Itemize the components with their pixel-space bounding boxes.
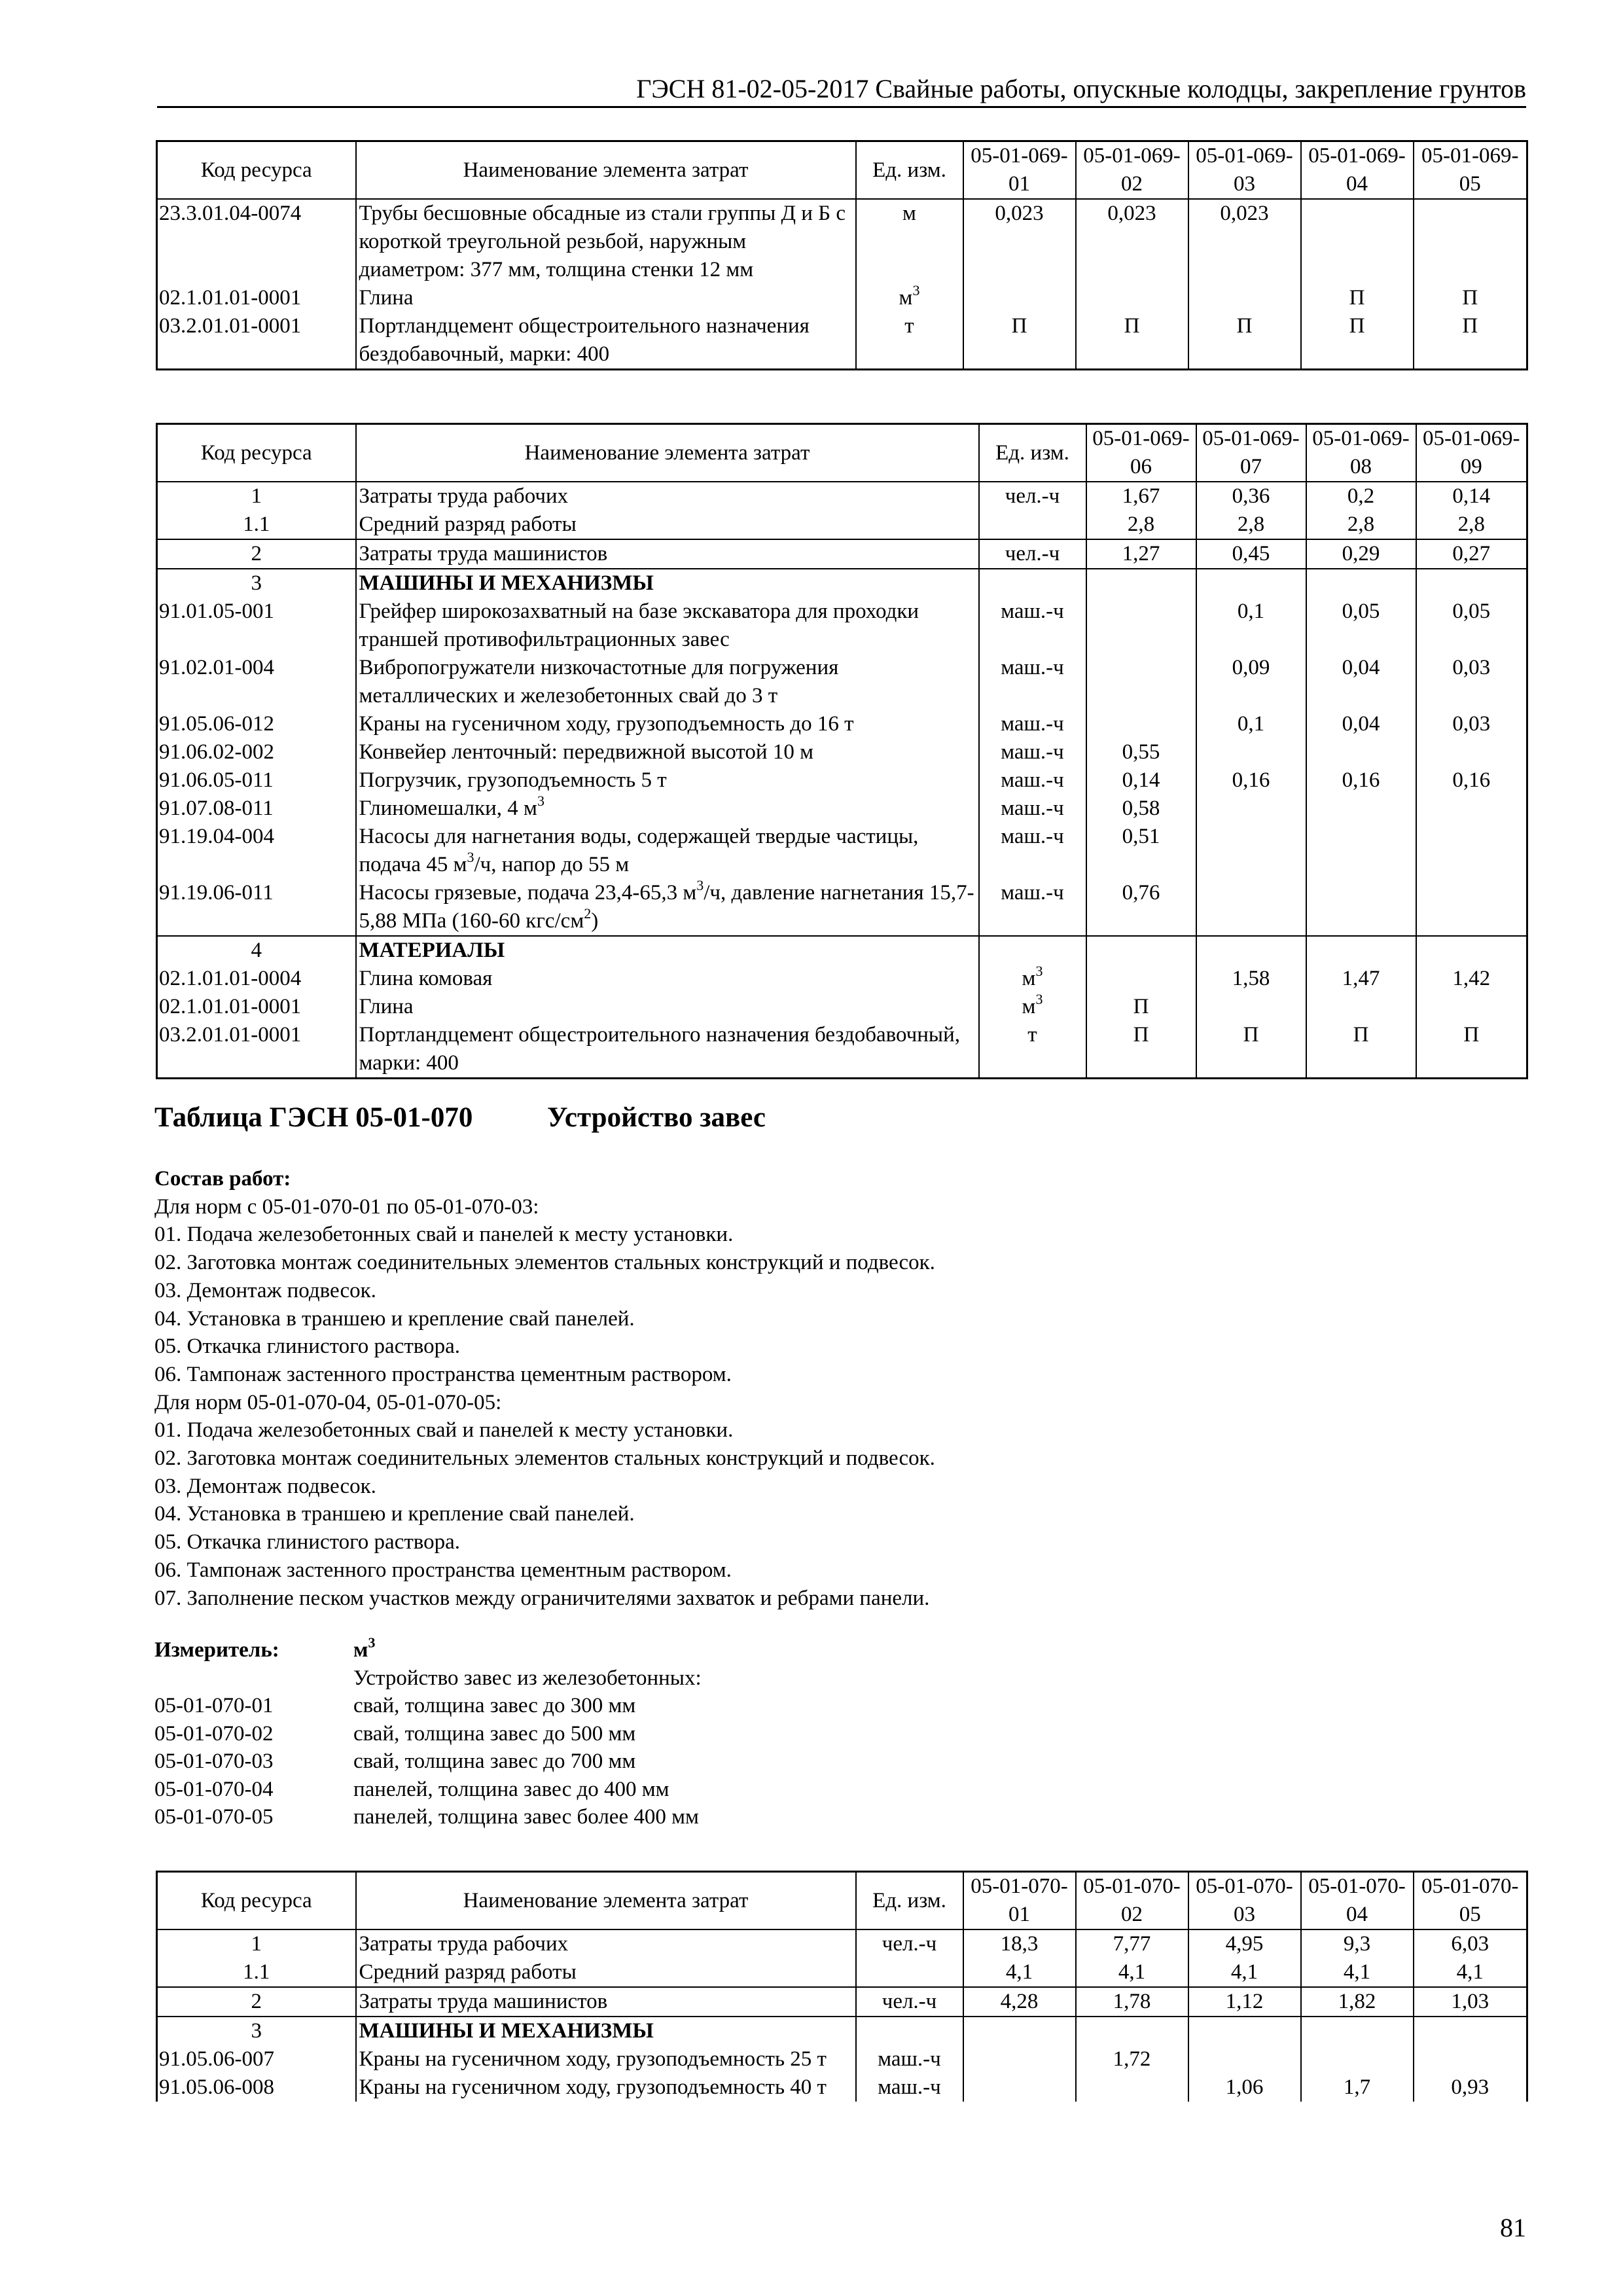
column-header-norm: 05-01-069-07	[1196, 424, 1306, 482]
norm-description: панелей, толщина завес более 400 мм	[353, 1805, 699, 1829]
norm-value: 0,14	[1416, 482, 1527, 511]
norm-value	[1086, 710, 1196, 738]
norm-value: 7,77	[1076, 1929, 1188, 1958]
norm-value	[1306, 823, 1416, 879]
resource-code: 91.05.06-012	[157, 710, 356, 738]
resource-code: 91.05.06-008	[157, 2073, 356, 2102]
norm-value	[1416, 795, 1527, 823]
resource-code: 91.01.05-001	[157, 598, 356, 654]
norm-value: 0,16	[1196, 766, 1306, 795]
table-name: Устройство завес	[547, 1102, 766, 1133]
norm-value: 0,14	[1086, 766, 1196, 795]
norm-value: 1,58	[1196, 965, 1306, 993]
work-step: 06. Тампонаж застенного пространства цементным раствором.	[154, 1558, 732, 1582]
resource-code: 91.07.08-011	[157, 795, 356, 823]
table-row	[157, 2017, 1527, 2045]
norm-value: 1,78	[1076, 1987, 1188, 2017]
norm-value	[1416, 738, 1527, 766]
norm-value: 4,1	[1301, 1958, 1414, 1987]
norm-value	[1196, 936, 1306, 965]
column-header-code: Код ресурса	[157, 1872, 356, 1930]
norm-value: 4,1	[1076, 1958, 1188, 1987]
resource-unit: т	[979, 1021, 1086, 1079]
resource-unit: $м^3$	[856, 284, 963, 312]
norm-value: 2,8	[1086, 511, 1196, 539]
norm-value	[1196, 795, 1306, 823]
column-header-norm: 05-01-069-09	[1416, 424, 1527, 482]
norm-code: 05-01-070-03	[154, 1749, 274, 1773]
resource-unit	[856, 2017, 963, 2045]
norm-value: 1,7	[1301, 2073, 1414, 2102]
norm-description: свай, толщина завес до 700 мм	[353, 1749, 636, 1773]
norm-value: 1,03	[1414, 1987, 1527, 2017]
norm-value: 0,16	[1306, 766, 1416, 795]
norm-value: 4,1	[1414, 1958, 1527, 1987]
resource-code: 2	[157, 1987, 356, 2017]
norm-value: 0,55	[1086, 738, 1196, 766]
table-row	[157, 539, 1527, 569]
norm-code: 05-01-070-04	[154, 1777, 274, 1801]
norm-value: 0,27	[1416, 539, 1527, 569]
norm-value: 1,42	[1416, 965, 1527, 993]
norm-value: П	[1086, 1021, 1196, 1079]
resource-unit: чел.-ч	[979, 482, 1086, 511]
norm-value: 0,04	[1306, 654, 1416, 710]
column-header-code: Код ресурса	[157, 424, 356, 482]
table-row	[157, 1958, 1527, 1987]
table-row	[157, 2045, 1527, 2073]
work-step: 05. Откачка глинистого раствора.	[154, 1530, 461, 1554]
norm-value: П	[1086, 993, 1196, 1021]
table-row	[157, 199, 1527, 284]
resource-code: 02.1.01.01-0001	[157, 284, 356, 312]
norm-code: 05-01-070-01	[154, 1694, 274, 1717]
norm-value	[1076, 2073, 1188, 2102]
table-row	[157, 598, 1527, 654]
norm-value: 18,3	[963, 1929, 1076, 1958]
resource-name: МАТЕРИАЛЫ	[356, 936, 979, 965]
resource-unit	[979, 936, 1086, 965]
resource-name: МАШИНЫ И МЕХАНИЗМЫ	[356, 569, 979, 598]
work-step: 02. Заготовка монтаж соединительных элементов стальных конструкций и подвесок.	[154, 1251, 935, 1275]
norm-value: 4,1	[963, 1958, 1076, 1987]
resource-code: 03.2.01.01-0001	[157, 1021, 356, 1079]
norm-value: П	[1188, 312, 1301, 370]
norm-value: 0,1	[1196, 598, 1306, 654]
work-heading: Состав работ:	[154, 1167, 291, 1191]
norm-value	[1416, 823, 1527, 879]
norm-value	[1086, 569, 1196, 598]
resource-unit: маш.-ч	[856, 2045, 963, 2073]
column-header-norm: 05-01-070-03	[1188, 1872, 1301, 1930]
norm-value: 2,8	[1416, 511, 1527, 539]
norm-value: 1,06	[1188, 2073, 1301, 2102]
work-composition	[154, 1165, 1463, 1612]
norm-value	[1414, 199, 1527, 284]
resource-code: 1	[157, 1929, 356, 1958]
norm-value	[1301, 2045, 1414, 2073]
work-step: 04. Установка в траншею и крепление свай панелей.	[154, 1502, 635, 1526]
norm-value	[1188, 2017, 1301, 2045]
norm-value	[1416, 879, 1527, 936]
norm-value: П	[1301, 312, 1414, 370]
norm-value	[1301, 199, 1414, 284]
resource-code: 2	[157, 539, 356, 569]
resource-code: 91.02.01-004	[157, 654, 356, 710]
norm-value	[1086, 965, 1196, 993]
norm-value	[963, 2045, 1076, 2073]
column-header-unit: Ед. изм.	[979, 424, 1086, 482]
work-step: 01. Подача железобетонных свай и панелей к месту установки.	[154, 1223, 734, 1247]
norm-value: 9,3	[1301, 1929, 1414, 1958]
resource-code: 1.1	[157, 1958, 356, 1987]
column-header-norm: 05-01-069-08	[1306, 424, 1416, 482]
norm-value	[1076, 284, 1188, 312]
norm-value: 0,36	[1196, 482, 1306, 511]
norm-line	[154, 1720, 1202, 1748]
table-row	[157, 710, 1527, 738]
norm-value	[963, 2073, 1076, 2102]
resource-code: 91.06.02-002	[157, 738, 356, 766]
column-header-norm: 05-01-070-05	[1414, 1872, 1527, 1930]
resource-name: Насосы для нагнетания воды, содержащей твердые частицы, подача 45 $м^3/ч$, напор до 55 м	[356, 823, 979, 879]
resource-name: Средний разряд работы	[356, 511, 979, 539]
work-step: 02. Заготовка монтаж соединительных элементов стальных конструкций и подвесок.	[154, 1446, 935, 1471]
norm-value	[1196, 569, 1306, 598]
column-header-norm: 05-01-069-03	[1188, 141, 1301, 200]
resource-unit: чел.-ч	[856, 1987, 963, 2017]
work-step: 06. Тампонаж застенного пространства цементным раствором.	[154, 1362, 732, 1386]
norm-value: П	[1196, 1021, 1306, 1079]
norm-value: 1,82	[1301, 1987, 1414, 2017]
table-row	[157, 511, 1527, 539]
resource-code: 03.2.01.01-0001	[157, 312, 356, 370]
norm-value	[1306, 795, 1416, 823]
meter-intro: Устройство завес из железобетонных:	[353, 1666, 702, 1690]
column-header-norm: 05-01-069-01	[963, 141, 1076, 200]
column-header-name: Наименование элемента затрат	[356, 141, 856, 200]
resource-unit: чел.-ч	[979, 539, 1086, 569]
norm-code: 05-01-070-02	[154, 1721, 274, 1746]
norm-value: 0,023	[1076, 199, 1188, 284]
norm-value	[1416, 569, 1527, 598]
page-number: 81	[1500, 2213, 1526, 2242]
norm-value: 0,09	[1196, 654, 1306, 710]
norm-value: 0,03	[1416, 710, 1527, 738]
norm-value: 0,04	[1306, 710, 1416, 738]
norm-value	[1086, 654, 1196, 710]
norms-table-070-01-05	[156, 1871, 1528, 2102]
norm-value	[963, 284, 1076, 312]
norm-value	[1416, 993, 1527, 1021]
resource-name: Глиномешалки, 4 $м^3$	[356, 795, 979, 823]
table-row	[157, 965, 1527, 993]
resource-unit: маш.-ч	[979, 795, 1086, 823]
resource-unit: маш.-ч	[979, 823, 1086, 879]
resource-unit: $м^3$	[979, 993, 1086, 1021]
resource-name: Глина комовая	[356, 965, 979, 993]
resource-unit	[979, 511, 1086, 539]
norm-value: 0,1	[1196, 710, 1306, 738]
work-step: 04. Установка в траншею и крепление свай панелей.	[154, 1306, 635, 1331]
norm-value: П	[1076, 312, 1188, 370]
table-number: Таблица ГЭСН 05-01-070	[154, 1102, 473, 1133]
resource-name: Вибропогружатели низкочастотные для погружения металлических и железобетонных свай до 3 т	[356, 654, 979, 710]
norm-value	[1196, 738, 1306, 766]
norm-value	[1306, 936, 1416, 965]
norm-value: 1,47	[1306, 965, 1416, 993]
norm-value: П	[963, 312, 1076, 370]
norm-value: 0,16	[1416, 766, 1527, 795]
norm-value: 1,12	[1188, 1987, 1301, 2017]
resource-code: 3	[157, 569, 356, 598]
resource-code: 1.1	[157, 511, 356, 539]
norm-value: 0,76	[1086, 879, 1196, 936]
column-header-norm: 05-01-070-04	[1301, 1872, 1414, 1930]
norm-value	[963, 2017, 1076, 2045]
norm-line	[154, 1776, 1202, 1804]
norm-value: 0,03	[1416, 654, 1527, 710]
norm-description: свай, толщина завес до 500 мм	[353, 1721, 636, 1746]
resource-name: Краны на гусеничном ходу, грузоподъемность до 16 т	[356, 710, 979, 738]
norm-value: 0,023	[1188, 199, 1301, 284]
resource-code: 23.3.01.04-0074	[157, 199, 356, 284]
resource-unit: маш.-ч	[979, 738, 1086, 766]
table-title	[154, 1100, 766, 1136]
column-header-norm: 05-01-069-04	[1301, 141, 1414, 200]
resource-name: Портландцемент общестроительного назначения бездобавочный, марки: 400	[356, 1021, 979, 1079]
table-header-row	[157, 424, 1527, 482]
norm-value	[1188, 2045, 1301, 2073]
norm-value	[1414, 2017, 1527, 2045]
resource-name: Погрузчик, грузоподъемность 5 т	[356, 766, 979, 795]
resource-code: 4	[157, 936, 356, 965]
norm-value	[1306, 879, 1416, 936]
resource-name: Грейфер широкозахватный на базе экскаватора для проходки траншей противофильтрационных завес	[356, 598, 979, 654]
resource-name: Затраты труда рабочих	[356, 482, 979, 511]
norm-value: 0,45	[1196, 539, 1306, 569]
norm-value: 0,29	[1306, 539, 1416, 569]
column-header-norm: 05-01-069-02	[1076, 141, 1188, 200]
column-header-name: Наименование элемента затрат	[356, 1872, 856, 1930]
column-header-unit: Ед. изм.	[856, 141, 963, 200]
norm-value	[1196, 823, 1306, 879]
table-row	[157, 312, 1527, 370]
table-row	[157, 823, 1527, 879]
table-row	[157, 1987, 1527, 2017]
norm-value: 6,03	[1414, 1929, 1527, 1958]
table-row	[157, 569, 1527, 598]
table-row	[157, 2073, 1527, 2102]
norm-value: 0,58	[1086, 795, 1196, 823]
norms-table-069-01-05	[156, 140, 1528, 370]
table-header-row	[157, 1872, 1527, 1930]
work-step: 03. Демонтаж подвесок.	[154, 1474, 376, 1498]
norm-value: 1,27	[1086, 539, 1196, 569]
norm-value: 0,05	[1416, 598, 1527, 654]
norm-value	[1196, 993, 1306, 1021]
resource-unit	[856, 1958, 963, 1987]
norm-value	[1086, 936, 1196, 965]
norm-value	[1306, 738, 1416, 766]
norm-value: П	[1306, 1021, 1416, 1079]
resource-name: Глина	[356, 284, 856, 312]
column-header-norm: 05-01-070-02	[1076, 1872, 1188, 1930]
resource-code: 3	[157, 2017, 356, 2045]
norm-description: свай, толщина завес до 300 мм	[353, 1694, 636, 1717]
table-row	[157, 766, 1527, 795]
resource-code: 91.19.06-011	[157, 879, 356, 936]
norm-value	[1076, 2017, 1188, 2045]
norm-value: П	[1414, 284, 1527, 312]
resource-code: 91.19.04-004	[157, 823, 356, 879]
table-row	[157, 879, 1527, 936]
column-header-norm: 05-01-069-06	[1086, 424, 1196, 482]
resource-unit: чел.-ч	[856, 1929, 963, 1958]
norm-value: 0,05	[1306, 598, 1416, 654]
column-header-name: Наименование элемента затрат	[356, 424, 979, 482]
column-header-norm: 05-01-070-01	[963, 1872, 1076, 1930]
resource-code: 91.06.05-011	[157, 766, 356, 795]
resource-name: МАШИНЫ И МЕХАНИЗМЫ	[356, 2017, 856, 2045]
meter-label: Измеритель:	[154, 1638, 279, 1662]
running-header: ГЭСН 81-02-05-2017 Свайные работы, опускные колодцы, закрепление грунтов	[157, 73, 1526, 108]
norm-value: П	[1301, 284, 1414, 312]
work-step: 05. Откачка глинистого раствора.	[154, 1335, 461, 1359]
resource-code: 02.1.01.01-0004	[157, 965, 356, 993]
meter-block	[154, 1636, 1202, 1831]
norm-value: 0,023	[963, 199, 1076, 284]
resource-name: Глина	[356, 993, 979, 1021]
table-row	[157, 1929, 1527, 1958]
resource-name: Краны на гусеничном ходу, грузоподъемность 40 т	[356, 2073, 856, 2102]
work-step: Для норм 05-01-070-04, 05-01-070-05:	[154, 1390, 502, 1414]
resource-unit: маш.-ч	[979, 710, 1086, 738]
meter-unit: $м^3$	[353, 1634, 376, 1662]
table-row	[157, 795, 1527, 823]
resource-unit: маш.-ч	[979, 598, 1086, 654]
table-header-row	[157, 141, 1527, 200]
norm-value	[1301, 2017, 1414, 2045]
norm-value	[1306, 993, 1416, 1021]
resource-unit: маш.-ч	[979, 766, 1086, 795]
norm-value: 2,8	[1306, 511, 1416, 539]
norm-value: 0,51	[1086, 823, 1196, 879]
work-step: 01. Подача железобетонных свай и панелей к месту установки.	[154, 1418, 734, 1443]
resource-name: Конвейер ленточный: передвижной высотой 10 м	[356, 738, 979, 766]
norm-value	[1306, 569, 1416, 598]
resource-unit: маш.-ч	[856, 2073, 963, 2102]
norm-value: П	[1414, 312, 1527, 370]
resource-code: 02.1.01.01-0001	[157, 993, 356, 1021]
resource-name: Затраты труда машинистов	[356, 1987, 856, 2017]
norm-value: 2,8	[1196, 511, 1306, 539]
norm-line	[154, 1748, 1202, 1776]
norm-code: 05-01-070-05	[154, 1805, 274, 1829]
column-header-norm: 05-01-069-05	[1414, 141, 1527, 200]
resource-unit: $м^3$	[979, 965, 1086, 993]
norm-value: 0,93	[1414, 2073, 1527, 2102]
norm-value	[1416, 936, 1527, 965]
table-row	[157, 654, 1527, 710]
norm-value: 4,1	[1188, 1958, 1301, 1987]
column-header-code: Код ресурса	[157, 141, 356, 200]
norm-line	[154, 1692, 1202, 1720]
norm-value: 0,2	[1306, 482, 1416, 511]
work-step: Для норм с 05-01-070-01 по 05-01-070-03:	[154, 1194, 539, 1219]
table-row	[157, 284, 1527, 312]
norm-value	[1086, 598, 1196, 654]
resource-unit: м	[856, 199, 963, 284]
column-header-unit: Ед. изм.	[856, 1872, 963, 1930]
resource-name: Портландцемент общестроительного назначения бездобавочный, марки: 400	[356, 312, 856, 370]
resource-code: 91.05.06-007	[157, 2045, 356, 2073]
norm-description: панелей, толщина завес до 400 мм	[353, 1777, 669, 1801]
resource-name: Затраты труда машинистов	[356, 539, 979, 569]
norm-value: 4,95	[1188, 1929, 1301, 1958]
table-row	[157, 482, 1527, 511]
norm-value	[1188, 284, 1301, 312]
resource-name: Краны на гусеничном ходу, грузоподъемность 25 т	[356, 2045, 856, 2073]
norm-line	[154, 1803, 1202, 1831]
norm-value	[1196, 879, 1306, 936]
table-row	[157, 1021, 1527, 1079]
table-row	[157, 936, 1527, 965]
resource-code: 1	[157, 482, 356, 511]
work-step: 03. Демонтаж подвесок.	[154, 1278, 376, 1302]
resource-unit	[979, 569, 1086, 598]
resource-name: Трубы бесшовные обсадные из стали группы Д и Б с короткой треугольной резьбой, наружным диаметром: 377 мм, толщина стенки 12 мм	[356, 199, 856, 284]
resource-name: Средний разряд работы	[356, 1958, 856, 1987]
resource-name: Насосы грязевые, подача 23,4-65,3 $м^3/ч$, давление нагнетания 15,7-5,88 МПа (160-60 кгс/$см^2$)	[356, 879, 979, 936]
norms-table-069-06-09	[156, 423, 1528, 1079]
resource-unit: маш.-ч	[979, 879, 1086, 936]
norm-value: 1,72	[1076, 2045, 1188, 2073]
norm-value	[1414, 2045, 1527, 2073]
norm-value: П	[1416, 1021, 1527, 1079]
resource-unit: маш.-ч	[979, 654, 1086, 710]
resource-name: Затраты труда рабочих	[356, 1929, 856, 1958]
table-row	[157, 993, 1527, 1021]
table-row	[157, 738, 1527, 766]
norm-value: 4,28	[963, 1987, 1076, 2017]
norm-value: 1,67	[1086, 482, 1196, 511]
resource-unit: т	[856, 312, 963, 370]
work-step: 07. Заполнение песком участков между ограничителями захваток и ребрами панели.	[154, 1586, 930, 1610]
